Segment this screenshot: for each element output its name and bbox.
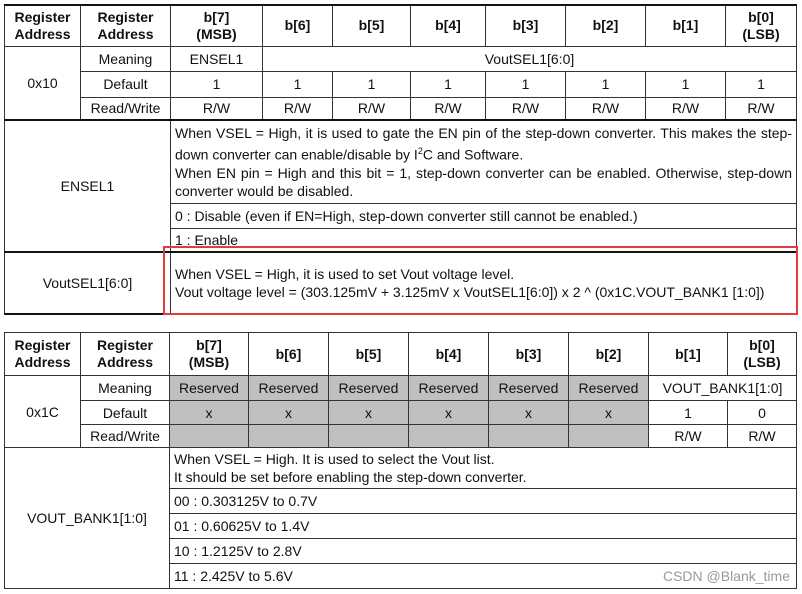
rw-value: [569, 425, 649, 448]
rw-value: R/W: [646, 97, 726, 120]
meaning-reserved: Reserved: [569, 376, 649, 401]
vout-bank1-description: [170, 448, 797, 489]
header-register-address: Register Address: [5, 5, 81, 46]
rw-value: R/W: [333, 97, 411, 120]
vout-bank1-option: 00 : 0.303125V to 0.7V: [170, 489, 797, 514]
ensel1-desc-row: [5, 120, 797, 203]
rw-value: [409, 425, 489, 448]
watermark: CSDN @Blank_time: [662, 568, 790, 584]
default-label: Default: [81, 401, 170, 425]
default-value: x: [249, 401, 329, 425]
default-value: 1: [726, 71, 797, 97]
rw-value: R/W: [263, 97, 333, 120]
ensel1-desc-line2: When EN pin = High and this bit = 1, step-down converter can be enabled. Otherwise, step-down converter would be disabled.: [175, 164, 792, 199]
rw-value: [249, 425, 329, 448]
rw-value: R/W: [411, 97, 486, 120]
field-name-ensel1: ENSEL1: [5, 120, 171, 252]
voutsel1-desc-line1: When VSEL = High, it is used to set Vout voltage level.: [175, 266, 515, 282]
rw-value: [329, 425, 409, 448]
ensel1-option-1: 1 : Enable: [171, 228, 797, 252]
default-value: x: [329, 401, 409, 425]
vout-bank1-option: 10 : 1.2125V to 2.8V: [170, 539, 797, 564]
header-register-address-2: Register Address: [81, 5, 171, 46]
meaning-row: [5, 46, 797, 71]
header-b3: b[3]: [486, 5, 566, 46]
header-b3: b[3]: [489, 333, 569, 376]
register-address: 0x1C: [5, 376, 81, 448]
rw-label: Read/Write: [81, 425, 170, 448]
voutsel1-desc-line2: Vout voltage level = (303.125mV + 3.125mV x VoutSEL1[6:0]) x 2 ^ (0x1C.VOUT_BANK1 [1:0]): [175, 284, 765, 300]
default-value: 1: [566, 71, 646, 97]
default-row: [5, 71, 797, 97]
rw-value: R/W: [728, 425, 797, 448]
header-row: [5, 5, 797, 46]
rw-value: R/W: [486, 97, 566, 120]
b7-label: b[7] (MSB): [188, 337, 230, 370]
meaning-reserved: Reserved: [249, 376, 329, 401]
header-b6: b[6]: [249, 333, 329, 376]
vout-bank1-desc-row: [5, 448, 797, 489]
meaning-label: Meaning: [81, 376, 170, 401]
header-b0: [726, 5, 797, 46]
rw-value: R/W: [649, 425, 728, 448]
default-value: 1: [263, 71, 333, 97]
default-value: 0: [728, 401, 797, 425]
header-register-address: Register Address: [5, 333, 81, 376]
header-b4: b[4]: [409, 333, 489, 376]
header-b2: b[2]: [566, 5, 646, 46]
default-value: 1: [486, 71, 566, 97]
default-value: 1: [171, 71, 263, 97]
ensel1-option-0: 0 : Disable (even if EN=High, step-down converter still cannot be enabled.): [171, 203, 797, 228]
vout-bank1-desc-line1: When VSEL = High. It is used to select the Vout list.: [174, 451, 495, 467]
header-register-address-2: Register Address: [81, 333, 170, 376]
rw-value: R/W: [171, 97, 263, 120]
superscript: 2: [417, 145, 423, 156]
default-row: [5, 401, 797, 425]
rw-value: R/W: [566, 97, 646, 120]
header-b1: b[1]: [649, 333, 728, 376]
default-value: x: [569, 401, 649, 425]
rw-value: [170, 425, 249, 448]
header-b5: b[5]: [329, 333, 409, 376]
header-b7: [170, 333, 249, 376]
voutsel1-description: [171, 252, 797, 314]
field-name-voutsel1: VoutSEL1[6:0]: [5, 252, 171, 314]
header-b2: b[2]: [569, 333, 649, 376]
default-value: x: [409, 401, 489, 425]
register-0x1c-table: [4, 332, 797, 589]
meaning-b6-b0: VoutSEL1[6:0]: [263, 46, 797, 71]
rw-label: Read/Write: [81, 97, 171, 120]
meaning-reserved: Reserved: [170, 376, 249, 401]
default-value: 1: [411, 71, 486, 97]
field-name-vout-bank1: VOUT_BANK1[1:0]: [5, 448, 170, 589]
header-b6: b[6]: [263, 5, 333, 46]
meaning-label: Meaning: [81, 46, 171, 71]
register-0x10-table: [4, 4, 797, 315]
header-row: [5, 333, 797, 376]
meaning-b7: ENSEL1: [171, 46, 263, 71]
header-b0: [728, 333, 797, 376]
b0-label: b[0] (LSB): [742, 8, 780, 42]
vout-bank1-option: 11 : 2.425V to 5.6V: [170, 564, 797, 589]
header-b1: b[1]: [646, 5, 726, 46]
register-address: 0x10: [5, 46, 81, 120]
rw-value: R/W: [726, 97, 797, 120]
rw-value: [489, 425, 569, 448]
default-value: x: [489, 401, 569, 425]
voutsel1-row: [5, 252, 797, 314]
meaning-reserved: Reserved: [409, 376, 489, 401]
b7-label: b[7] (MSB): [196, 8, 237, 42]
header-b7: [171, 5, 263, 46]
b0-label: b[0] (LSB): [743, 337, 781, 370]
ensel1-desc-line1b: C and Software.: [422, 146, 524, 163]
default-value: x: [170, 401, 249, 425]
meaning-reserved: Reserved: [329, 376, 409, 401]
vout-bank1-desc-line2: It should be set before enabling the step-down converter.: [174, 469, 527, 485]
default-value: 1: [646, 71, 726, 97]
header-b4: b[4]: [411, 5, 486, 46]
meaning-vout-bank1: VOUT_BANK1[1:0]: [649, 376, 797, 401]
rw-row: [5, 425, 797, 448]
meaning-reserved: Reserved: [489, 376, 569, 401]
default-value: 1: [649, 401, 728, 425]
ensel1-desc-line1: When VSEL = High, it is used to gate the EN pin of the step-down converter. This makes the step-down converter can enable/disable by I: [175, 124, 792, 163]
default-value: 1: [333, 71, 411, 97]
rw-row: [5, 97, 797, 120]
vout-bank1-option: 01 : 0.60625V to 1.4V: [170, 514, 797, 539]
default-label: Default: [81, 71, 171, 97]
header-b5: b[5]: [333, 5, 411, 46]
ensel1-description: [171, 120, 797, 203]
meaning-row: [5, 376, 797, 401]
